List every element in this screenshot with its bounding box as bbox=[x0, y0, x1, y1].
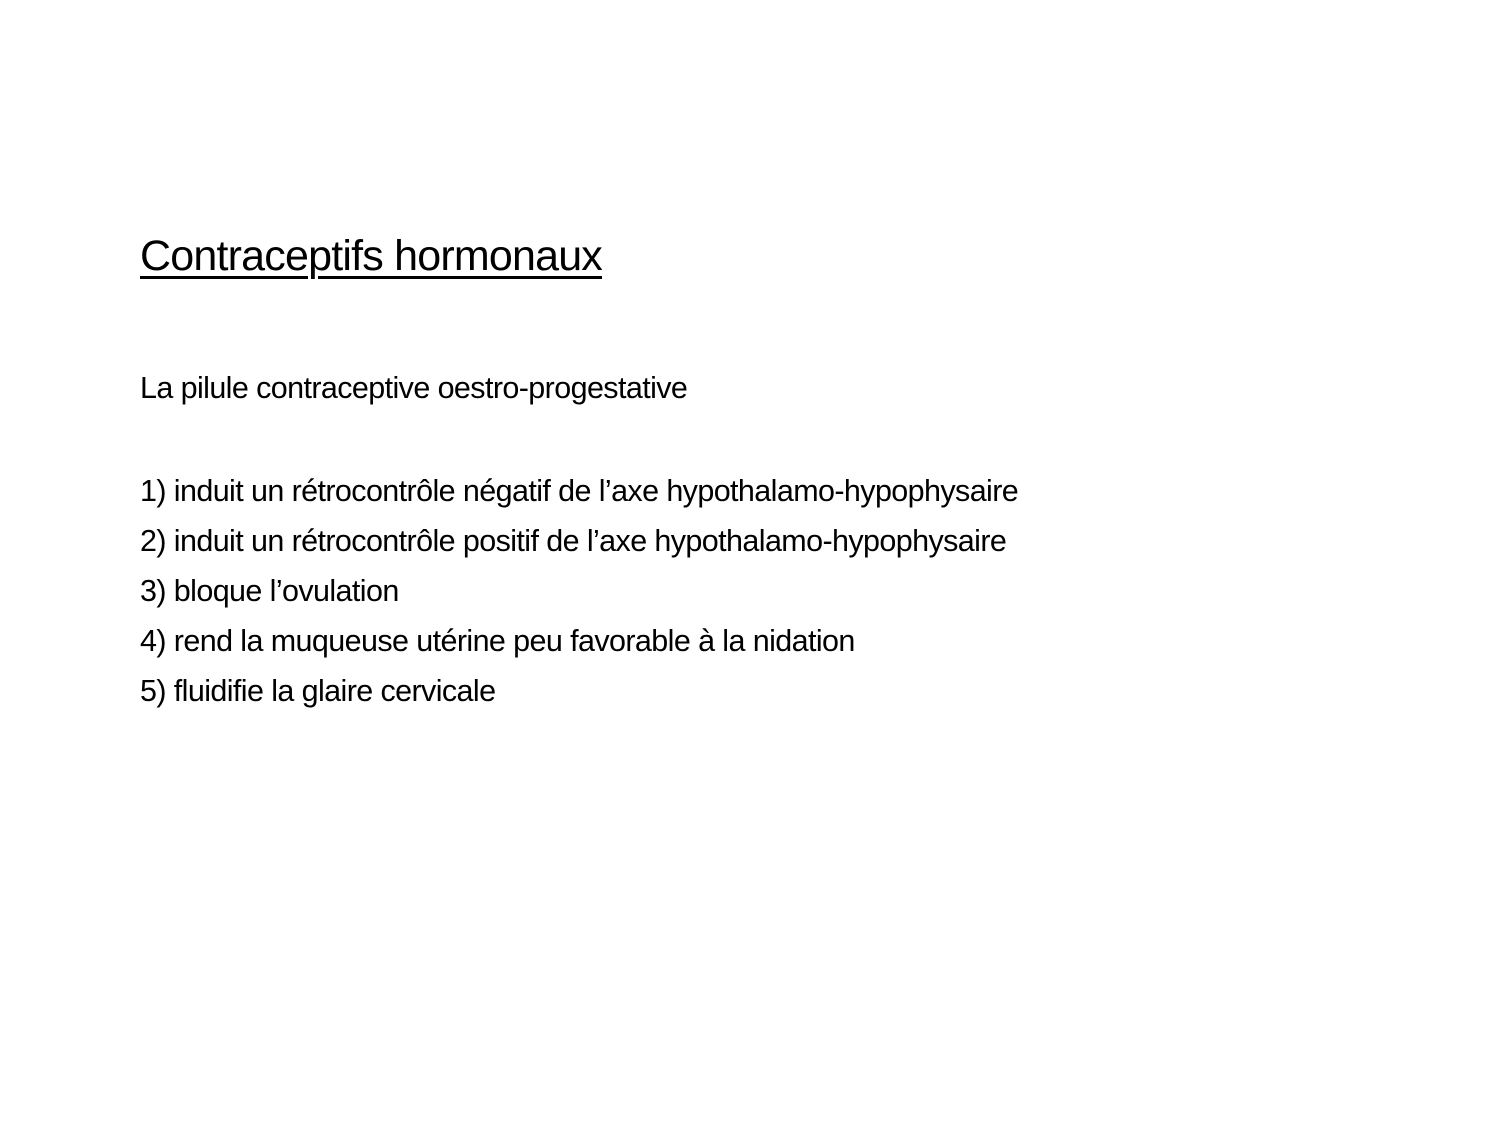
answer-option-1: 1) induit un rétrocontrôle négatif de l’axe hypothalamo-hypophysaire bbox=[140, 474, 1019, 508]
answer-option-5: 5) fluidifie la glaire cervicale bbox=[140, 674, 496, 708]
question-stem: La pilule contraceptive oestro-progestative bbox=[140, 371, 688, 405]
slide-title: Contraceptifs hormonaux bbox=[140, 232, 603, 280]
answer-options-list bbox=[140, 466, 1018, 716]
answer-option-2: 2) induit un rétrocontrôle positif de l’axe hypothalamo-hypophysaire bbox=[140, 524, 1007, 558]
answer-option-3: 3) bloque l’ovulation bbox=[140, 574, 399, 608]
answer-option-4: 4) rend la muqueuse utérine peu favorable à la nidation bbox=[140, 624, 855, 658]
